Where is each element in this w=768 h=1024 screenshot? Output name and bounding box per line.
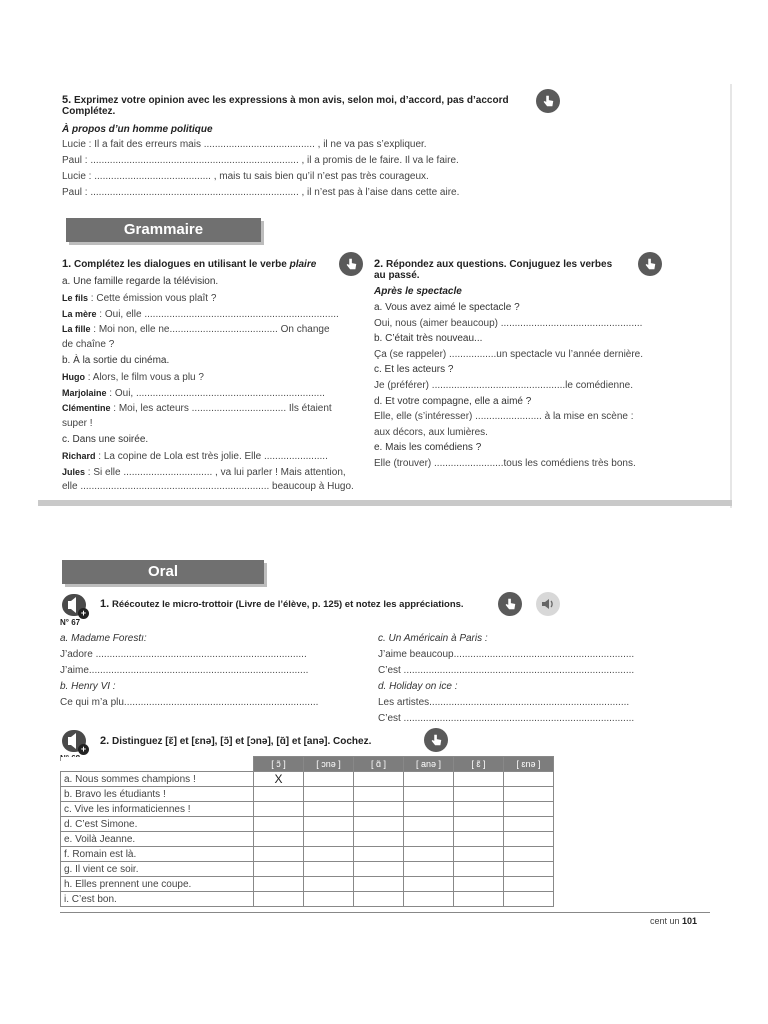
checkbox-cell[interactable]	[504, 817, 554, 832]
hand-pointer-icon	[498, 592, 522, 616]
sentence-label: i. C’est bon.	[61, 892, 254, 907]
sentence-label: b. Bravo les étudiants !	[61, 787, 254, 802]
checkbox-cell[interactable]	[454, 802, 504, 817]
checkbox-cell[interactable]	[404, 772, 454, 787]
checkbox-cell[interactable]	[404, 847, 454, 862]
checkbox-cell[interactable]	[254, 787, 304, 802]
gram-ex1-heading	[62, 258, 316, 271]
exercise-line: C’est ...................................................................................	[378, 665, 635, 676]
gram-ex1-instruction: Complétez les dialogues en utilisant le verbe	[73, 259, 287, 270]
page-footer	[650, 915, 697, 927]
sound-column-header: [ ɔnə ]	[304, 757, 354, 772]
speaker-line: : Moi, les acteurs .................................. Ils étaient	[110, 403, 332, 415]
sentence-label: c. Vive les informaticiennes !	[61, 802, 254, 817]
oral-ex1-number: 1.	[100, 598, 110, 610]
oral-ex2-number: 2.	[100, 735, 110, 747]
exercise-line: d. Et votre compagne, elle a aimé ?	[374, 395, 532, 407]
exercise-line: Ce qui m’a plu......................................................................	[60, 697, 319, 708]
sound-table-header	[61, 757, 554, 772]
oral-banner: Oral	[62, 560, 264, 584]
speaker-name: Jules	[62, 466, 86, 477]
oral-ex2-instruction: Distinguez [ɛ̃] et [ɛnə], [ɔ̃] et [ɔnə], [ɑ̃] et [anə]. Cochez.	[111, 736, 372, 747]
exercise-line: Je (préférer) ................................................le comédienne.	[374, 380, 633, 391]
checkbox-cell[interactable]	[304, 817, 354, 832]
ex5-subtitle: À propos d’un homme politique	[62, 124, 213, 135]
checkbox-cell[interactable]	[404, 787, 454, 802]
checkbox-cell[interactable]	[454, 787, 504, 802]
grammaire-banner: Grammaire	[66, 218, 261, 242]
speaker-name: Clémentine	[62, 403, 111, 414]
oral-ex1-track: N° 67	[60, 618, 81, 627]
checkbox-cell[interactable]	[504, 787, 554, 802]
table-row	[61, 802, 554, 817]
table-row	[61, 787, 554, 802]
exercise-line: a. Madame Forestı:	[60, 633, 147, 644]
speaker-line: : Oui, ....................................................................	[106, 387, 325, 399]
sentence-label: a. Nous sommes champions !	[61, 772, 254, 787]
checkbox-cell[interactable]	[254, 847, 304, 862]
checkbox-cell[interactable]	[504, 802, 554, 817]
checkbox-cell[interactable]	[354, 877, 404, 892]
exercise-line: super !	[62, 418, 93, 430]
checkbox-cell[interactable]	[454, 817, 504, 832]
gram-ex2-instruction: Répondez aux questions. Conjuguez les verbes	[385, 259, 613, 270]
sentence-label: f. Romain est là.	[61, 847, 254, 862]
checkbox-cell[interactable]	[304, 892, 354, 907]
exercise-line	[62, 450, 328, 463]
speaker-line: : La copine de Lola est très jolie. Elle .......................	[95, 450, 328, 462]
ex5-heading	[62, 94, 509, 107]
exercise-line	[62, 292, 216, 305]
sound-table-body	[61, 772, 554, 907]
checkbox-cell[interactable]	[304, 877, 354, 892]
ex5-line: Lucie : Il a fait des erreurs mais ........................................ , il ne va pas s’expliquer.	[62, 139, 427, 150]
checkbox-cell[interactable]: X	[254, 772, 304, 787]
sentence-label: e. Voilà Jeanne.	[61, 832, 254, 847]
table-row	[61, 862, 554, 877]
hand-pointer-icon	[638, 252, 662, 276]
exercise-line: Les artistes........................................................................	[378, 697, 630, 708]
checkbox-cell[interactable]	[254, 802, 304, 817]
checkbox-cell[interactable]	[454, 862, 504, 877]
plus-icon: +	[78, 608, 89, 619]
gram-ex1-verb: plaire	[289, 259, 317, 270]
sound-column-header: [ ɔ̃ ]	[254, 757, 304, 772]
exercise-line: c. Et les acteurs ?	[374, 364, 454, 376]
checkbox-cell[interactable]	[254, 892, 304, 907]
exercise-line: b. Henry VI :	[60, 681, 116, 692]
checkbox-cell[interactable]	[354, 892, 404, 907]
checkbox-cell[interactable]	[354, 847, 404, 862]
exercise-line: d. Holiday on ice :	[378, 681, 458, 692]
sound-table-corner	[61, 757, 254, 772]
checkbox-cell[interactable]	[454, 877, 504, 892]
speaker-line: : Moi non, elle ne....................................... On change	[90, 324, 330, 336]
speaker-name: La fille	[62, 324, 91, 335]
checkbox-cell[interactable]	[454, 847, 504, 862]
ex5-instruction-2: Complétez.	[62, 106, 116, 117]
hand-pointer-icon	[339, 252, 363, 276]
exercise-line: elle .................................................................... beaucoup à Hugo.	[62, 481, 354, 493]
table-row	[61, 847, 554, 862]
gram-ex2-number: 2.	[374, 258, 384, 270]
table-row	[61, 832, 554, 847]
exercise-line: a. Vous avez aimé le spectacle ?	[374, 302, 520, 313]
gram-ex2-instruction-2: au passé.	[374, 270, 420, 281]
checkbox-cell[interactable]	[504, 892, 554, 907]
exercise-line: a. Une famille regarde la télévision.	[62, 276, 219, 287]
exercise-line: c. Un Américain à Paris :	[378, 633, 488, 644]
table-row	[61, 877, 554, 892]
checkbox-cell[interactable]	[454, 892, 504, 907]
checkbox-cell[interactable]	[354, 817, 404, 832]
exercise-line: b. C’était très nouveau...	[374, 333, 483, 345]
exercise-line: Ça (se rappeler) .................un spectacle vu l’année dernière.	[374, 348, 644, 360]
checkbox-cell[interactable]	[504, 772, 554, 787]
audio-track-icon	[62, 594, 86, 616]
sentence-label: g. Il vient ce soir.	[61, 862, 254, 877]
checkbox-cell[interactable]	[304, 772, 354, 787]
checkbox-cell[interactable]	[254, 832, 304, 847]
hand-pointer-icon	[424, 728, 448, 752]
gram-ex2-subtitle: Après le spectacle	[374, 286, 462, 297]
sound-column-header: [ ɛnə ]	[504, 757, 554, 772]
exercise-line: J’adore ............................................................................	[60, 649, 307, 660]
checkbox-cell[interactable]	[354, 832, 404, 847]
audio-track-icon	[62, 730, 86, 752]
checkbox-cell[interactable]	[404, 892, 454, 907]
plus-icon: +	[78, 744, 89, 755]
exercise-line: de chaîne ?	[62, 339, 115, 351]
oral-ex2-heading	[100, 735, 371, 748]
checkbox-cell[interactable]	[404, 862, 454, 877]
sound-column-header: [ ɛ̃ ]	[454, 757, 504, 772]
checkbox-cell[interactable]	[404, 817, 454, 832]
speaker-line: : Si elle ................................ , va lui parler ! Mais attention,	[85, 466, 346, 478]
exercise-line	[62, 402, 332, 415]
checkbox-cell[interactable]	[504, 832, 554, 847]
speaker-name: Marjolaine	[62, 387, 107, 398]
exercise-line: Oui, nous (aimer beaucoup) ...................................................	[374, 317, 643, 329]
speaker-line: : Cette émission vous plaît ?	[88, 292, 217, 304]
page-number: 101	[682, 916, 698, 926]
checkbox-cell[interactable]	[354, 862, 404, 877]
ex5-line: Paul : ........................................................................... , il n’est pas à l’aise dans cette aire.	[62, 187, 460, 198]
speaker-icon[interactable]	[536, 592, 560, 616]
sound-column-header: [ ɑ̃ ]	[354, 757, 404, 772]
checkbox-cell[interactable]	[354, 772, 404, 787]
exercise-line	[62, 466, 346, 479]
exercise-line	[62, 371, 204, 384]
speaker-name: Le fils	[62, 292, 89, 303]
speaker-line: : Oui, elle ......................................................................	[96, 308, 339, 320]
ex5-instruction: Exprimez votre opinion avec les expressions à mon avis, selon moi, d’accord, pas d’accord	[73, 95, 509, 106]
checkbox-cell[interactable]	[454, 832, 504, 847]
footer-rule	[60, 912, 710, 913]
checkbox-cell[interactable]	[304, 787, 354, 802]
panel-divider	[38, 500, 732, 506]
checkbox-cell[interactable]	[304, 802, 354, 817]
checkbox-cell[interactable]	[404, 832, 454, 847]
oral-ex1-heading	[100, 598, 464, 611]
table-row	[61, 892, 554, 907]
exercise-line	[62, 308, 339, 321]
exercise-line: Elle, elle (s’intéresser) ........................ à la mise en scène :	[374, 411, 634, 423]
exercise-line: Elle (trouver) .........................tous les comédiens très bons.	[374, 458, 636, 469]
sound-table	[60, 756, 554, 907]
exercise-line: e. Mais les comédiens ?	[374, 442, 482, 454]
speaker-line: : Alors, le film vous a plu ?	[85, 371, 204, 383]
page-footer-text: cent un	[650, 916, 680, 926]
checkbox-cell[interactable]	[254, 877, 304, 892]
ex5-line: Paul : ........................................................................... , il a promis de le faire. Il va le faire.	[62, 155, 459, 166]
sentence-label: h. Elles prennent une coupe.	[61, 877, 254, 892]
exercise-line: J’aime beaucoup.................................................................	[378, 649, 635, 660]
checkbox-cell[interactable]	[504, 877, 554, 892]
exercise-line	[62, 387, 325, 400]
checkbox-cell[interactable]	[254, 817, 304, 832]
sound-column-header: [ anə ]	[404, 757, 454, 772]
ex5-line: Lucie : .......................................... , mais tu sais bien qu’il n’est pas très courageux.	[62, 171, 429, 182]
gram-ex1-number: 1.	[62, 258, 72, 270]
speaker-name: Hugo	[62, 371, 85, 382]
checkbox-cell[interactable]	[254, 862, 304, 877]
checkbox-cell[interactable]	[304, 832, 354, 847]
exercise-line: c. Dans une soirée.	[62, 434, 149, 445]
checkbox-cell[interactable]	[404, 802, 454, 817]
checkbox-cell[interactable]	[304, 862, 354, 877]
exercise-line	[62, 323, 330, 336]
speaker-name: Richard	[62, 450, 96, 461]
ex5-number: 5.	[62, 94, 72, 106]
exercise-line: C’est ...................................................................................	[378, 713, 635, 724]
exercise-line: b. À la sortie du cinéma.	[62, 355, 170, 366]
checkbox-cell[interactable]	[454, 772, 504, 787]
checkbox-cell[interactable]	[354, 787, 404, 802]
hand-pointer-icon	[536, 89, 560, 113]
checkbox-cell[interactable]	[304, 847, 354, 862]
table-row	[61, 817, 554, 832]
speaker-name: La mère	[62, 308, 97, 319]
checkbox-cell[interactable]	[504, 847, 554, 862]
exercise-line: J’aime...............................................................................	[60, 665, 309, 676]
table-row	[61, 772, 554, 787]
checkbox-cell[interactable]	[404, 877, 454, 892]
checkbox-cell[interactable]	[354, 802, 404, 817]
exercise-line: aux décors, aux lumières.	[374, 426, 488, 438]
oral-ex1-instruction: Réécoutez le micro-trottoir (Livre de l’élève, p. 125) et notez les appréciations.	[111, 599, 464, 610]
checkbox-cell[interactable]	[504, 862, 554, 877]
sentence-label: d. C’est Simone.	[61, 817, 254, 832]
